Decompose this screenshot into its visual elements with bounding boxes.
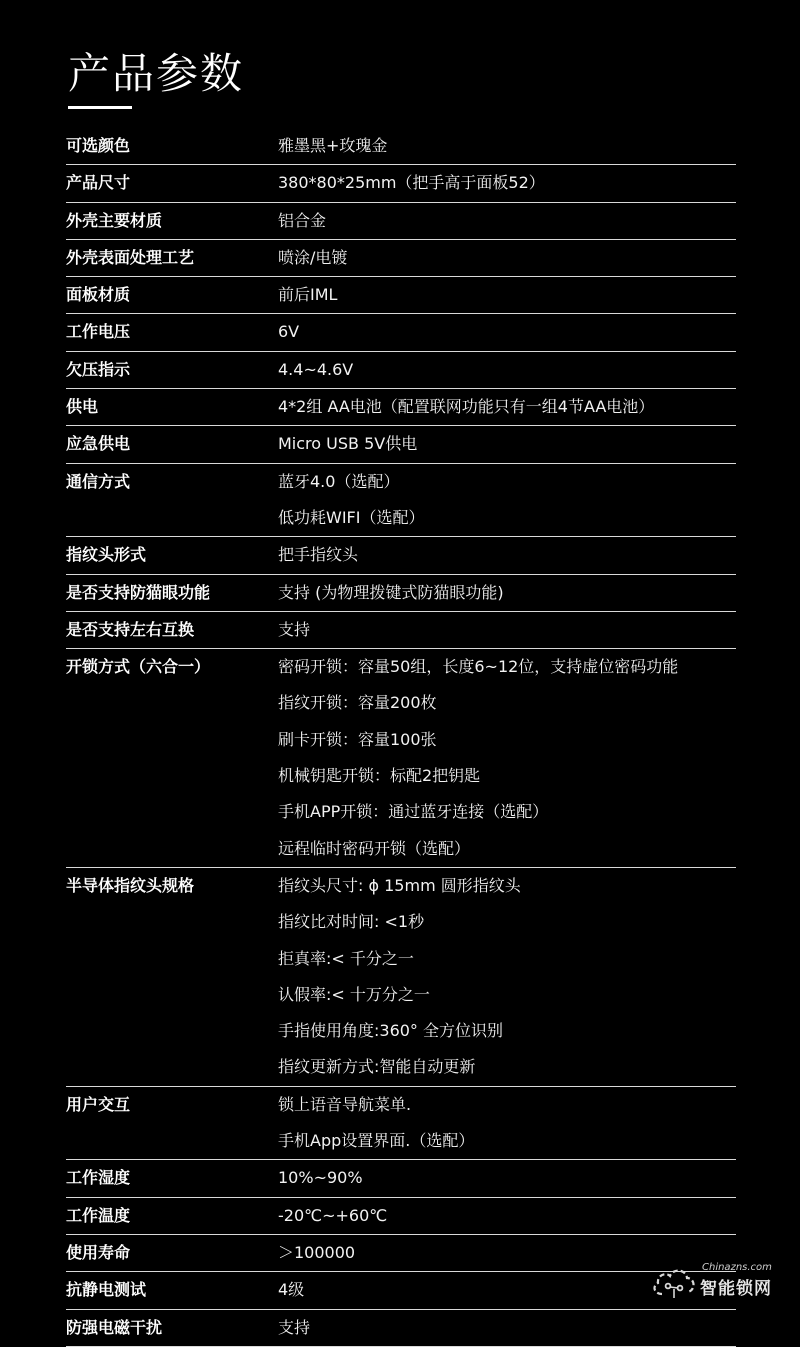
spec-value: 指纹头尺寸: ϕ 15mm 圆形指纹头 xyxy=(278,875,521,895)
watermark xyxy=(650,1262,790,1302)
spec-row xyxy=(66,1272,736,1309)
spec-label: 使用寿命 xyxy=(66,1242,131,1262)
spec-value: 指纹开锁：容量200枚 xyxy=(278,693,437,713)
spec-values xyxy=(278,537,736,573)
spec-label: 通信方式 xyxy=(66,471,131,491)
spec-values xyxy=(278,128,736,164)
spec-value: 指纹比对时间: <1秒 xyxy=(278,912,425,932)
spec-row xyxy=(66,1310,736,1347)
spec-row xyxy=(66,1235,736,1272)
spec-values xyxy=(278,314,736,350)
spec-label: 外壳表面处理工艺 xyxy=(66,247,195,267)
spec-values xyxy=(278,352,736,388)
spec-label: 用户交互 xyxy=(66,1094,131,1114)
spec-value: 手机App设置界面.（选配） xyxy=(278,1131,475,1151)
spec-values xyxy=(278,426,736,462)
spec-value: 拒真率:< 千分之一 xyxy=(278,948,414,968)
spec-values xyxy=(278,389,736,425)
spec-row xyxy=(66,537,736,574)
spec-values xyxy=(278,277,736,313)
spec-label: 开锁方式（六合一） xyxy=(66,657,211,677)
spec-value: 雅墨黑+玫瑰金 xyxy=(278,136,388,155)
spec-row xyxy=(66,575,736,612)
spec-label: 欠压指示 xyxy=(66,359,131,379)
spec-row xyxy=(66,1087,736,1161)
spec-row xyxy=(66,165,736,202)
spec-label: 产品尺寸 xyxy=(66,173,131,193)
spec-label: 是否支持防猫眼功能 xyxy=(66,582,211,602)
spec-label: 供电 xyxy=(66,397,99,417)
spec-value: 锁上语音导航菜单. xyxy=(278,1094,412,1114)
spec-value: 刷卡开锁：容量100张 xyxy=(278,729,437,749)
spec-value: ＞100000 xyxy=(278,1242,356,1262)
spec-label: 抗静电测试 xyxy=(66,1280,147,1300)
spec-row xyxy=(66,240,736,277)
spec-value: 4.4~4.6V xyxy=(278,359,354,379)
spec-value: 4*2组 AA电池（配置联网功能只有一组4节AA电池） xyxy=(278,397,655,417)
spec-value: 6V xyxy=(278,322,300,342)
spec-label: 防强电磁干扰 xyxy=(66,1317,163,1337)
spec-values xyxy=(278,165,736,201)
spec-value: Micro USB 5V供电 xyxy=(278,434,418,454)
watermark-name: 智能锁网 xyxy=(700,1279,772,1299)
spec-value: 低功耗WIFI（选配） xyxy=(278,507,425,527)
spec-values xyxy=(278,1198,736,1234)
spec-value: 4级 xyxy=(278,1280,305,1300)
spec-row xyxy=(66,203,736,240)
spec-row xyxy=(66,649,736,868)
spec-row xyxy=(66,277,736,314)
spec-value: 指纹更新方式:智能自动更新 xyxy=(278,1057,476,1077)
spec-value: 支持 (为物理拨键式防猫眼功能) xyxy=(278,582,504,602)
spec-values xyxy=(278,1160,736,1196)
spec-value: 喷涂/电镀 xyxy=(278,247,348,267)
spec-row xyxy=(66,1160,736,1197)
spec-values xyxy=(278,868,736,1086)
spec-value: 支持 xyxy=(278,619,311,639)
spec-value: 蓝牙4.0（选配） xyxy=(278,471,400,491)
spec-value: 手指使用角度:360° 全方位识别 xyxy=(278,1021,504,1041)
title-underline xyxy=(68,106,132,109)
spec-label: 工作湿度 xyxy=(66,1168,131,1188)
spec-label: 面板材质 xyxy=(66,285,131,305)
spec-value: 支持 xyxy=(278,1317,311,1337)
spec-value: 把手指纹头 xyxy=(278,545,359,565)
spec-row xyxy=(66,314,736,351)
page-title: 产品参数 xyxy=(68,49,245,98)
spec-values xyxy=(278,575,736,611)
spec-label: 指纹头形式 xyxy=(66,545,147,565)
cloud-logo-icon xyxy=(650,1264,698,1302)
spec-value: 手机APP开锁：通过蓝牙连接（选配） xyxy=(278,802,549,822)
spec-values xyxy=(278,240,736,276)
spec-row xyxy=(66,389,736,426)
spec-value: 密码开锁：容量50组，长度6~12位，支持虚位密码功能 xyxy=(278,657,679,677)
spec-values xyxy=(278,464,736,537)
spec-values xyxy=(278,1087,736,1160)
spec-row xyxy=(66,426,736,463)
spec-row xyxy=(66,868,736,1087)
spec-value: 远程临时密码开锁（选配） xyxy=(278,838,471,858)
spec-value: 10%~90% xyxy=(278,1168,363,1188)
spec-row xyxy=(66,128,736,165)
spec-values xyxy=(278,649,736,867)
spec-label: 工作温度 xyxy=(66,1205,131,1225)
spec-value: 认假率:< 十万分之一 xyxy=(278,984,430,1004)
spec-value: 铝合金 xyxy=(278,210,327,230)
spec-label: 是否支持左右互换 xyxy=(66,619,195,639)
spec-value: 380*80*25mm（把手高于面板52） xyxy=(278,173,545,193)
spec-label: 半导体指纹头规格 xyxy=(66,875,195,895)
spec-row xyxy=(66,464,736,538)
spec-values xyxy=(278,612,736,648)
spec-values xyxy=(278,203,736,239)
spec-row xyxy=(66,1198,736,1235)
spec-table xyxy=(66,128,736,1347)
spec-value: 机械钥匙开锁：标配2把钥匙 xyxy=(278,766,481,786)
watermark-site: Chinazns.com xyxy=(702,1262,772,1273)
spec-label: 工作电压 xyxy=(66,322,131,342)
spec-label: 可选颜色 xyxy=(66,136,131,155)
spec-value: -20℃~+60℃ xyxy=(278,1205,388,1225)
spec-label: 应急供电 xyxy=(66,434,131,454)
spec-row xyxy=(66,352,736,389)
spec-row xyxy=(66,612,736,649)
spec-value: 前后IML xyxy=(278,285,338,305)
spec-label: 外壳主要材质 xyxy=(66,210,163,230)
